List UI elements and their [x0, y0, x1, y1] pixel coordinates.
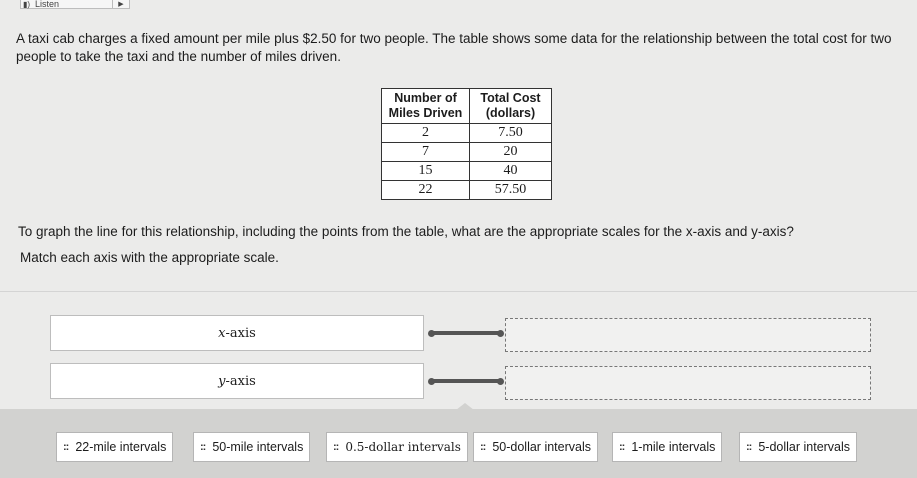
option-chip-22-mile[interactable] — [56, 432, 173, 462]
header-miles-line2: Miles Driven — [388, 106, 463, 120]
option-chip-50-dollar[interactable] — [473, 432, 598, 462]
problem-prompt: A taxi cab charges a fixed amount per mile plus $2.50 for two people. The table shows some data for the relationship between the total cost for two people to take the taxi and the number of miles driven. — [16, 31, 892, 64]
connector-dot-left — [428, 330, 435, 337]
table-row — [382, 162, 552, 181]
header-cost — [470, 89, 552, 124]
option-chip-5-dollar[interactable] — [739, 432, 857, 462]
option-label: 50-mile intervals — [212, 440, 304, 454]
speaker-icon: ▮) — [23, 0, 31, 9]
x-axis-drop-zone[interactable] — [505, 318, 871, 352]
connector-dot-left — [428, 378, 435, 385]
miles-cell: 7 — [382, 143, 470, 162]
cost-cell: 7.50 — [470, 124, 552, 143]
option-chip-50-mile[interactable] — [193, 432, 310, 462]
drag-handle-icon[interactable]: :: — [333, 441, 339, 453]
drag-handle-icon[interactable]: :: — [619, 441, 625, 453]
data-table — [381, 88, 552, 200]
cost-cell: 20 — [470, 143, 552, 162]
option-label: 0.5-dollar intervals — [345, 440, 461, 454]
option-label: 1-mile intervals — [631, 440, 716, 454]
table-row — [382, 181, 552, 200]
question-text: To graph the line for this relationship, including the points from the table, what are the appropriate scales for the x-axis and y-axis? — [18, 224, 794, 239]
drag-handle-icon[interactable]: :: — [746, 441, 752, 453]
y-axis-suffix: -axis — [225, 373, 256, 389]
miles-cell: 15 — [382, 162, 470, 181]
y-axis-variable: y — [218, 373, 226, 389]
header-cost-line2: (dollars) — [485, 106, 536, 120]
x-axis-variable: x — [218, 325, 226, 341]
x-axis-connector — [428, 330, 504, 336]
option-chip-1-mile[interactable] — [612, 432, 722, 462]
miles-cell: 2 — [382, 124, 470, 143]
connector-line — [432, 331, 500, 335]
header-miles — [382, 89, 470, 124]
y-axis-drop-zone[interactable] — [505, 366, 871, 400]
option-label: 5-dollar intervals — [758, 440, 851, 454]
cost-cell: 40 — [470, 162, 552, 181]
drag-handle-icon[interactable]: :: — [480, 441, 486, 453]
x-axis-suffix: -axis — [225, 325, 256, 341]
option-label: 22-mile intervals — [75, 440, 167, 454]
cost-cell: 57.50 — [470, 181, 552, 200]
instruction-text: Match each axis with the appropriate scale. — [20, 250, 279, 265]
header-miles-line1: Number of — [394, 91, 457, 105]
tray-notch — [456, 403, 474, 410]
header-cost-line1: Total Cost — [480, 91, 541, 105]
miles-cell: 22 — [382, 181, 470, 200]
table-row — [382, 124, 552, 143]
connector-dot-right — [497, 378, 504, 385]
y-axis-target — [50, 363, 424, 399]
y-axis-connector — [428, 378, 504, 384]
drag-handle-icon[interactable]: :: — [200, 441, 206, 453]
table-row — [382, 143, 552, 162]
listen-label[interactable]: Listen — [35, 0, 60, 9]
table-header-row — [382, 89, 552, 124]
play-icon[interactable]: ▶ — [118, 1, 124, 8]
option-chip-0-5-dollar[interactable] — [326, 432, 468, 462]
drag-handle-icon[interactable]: :: — [63, 441, 69, 453]
x-axis-target — [50, 315, 424, 351]
listen-toolbar[interactable] — [20, 0, 130, 9]
option-label: 50-dollar intervals — [492, 440, 591, 454]
connector-dot-right — [497, 330, 504, 337]
connector-line — [432, 379, 500, 383]
